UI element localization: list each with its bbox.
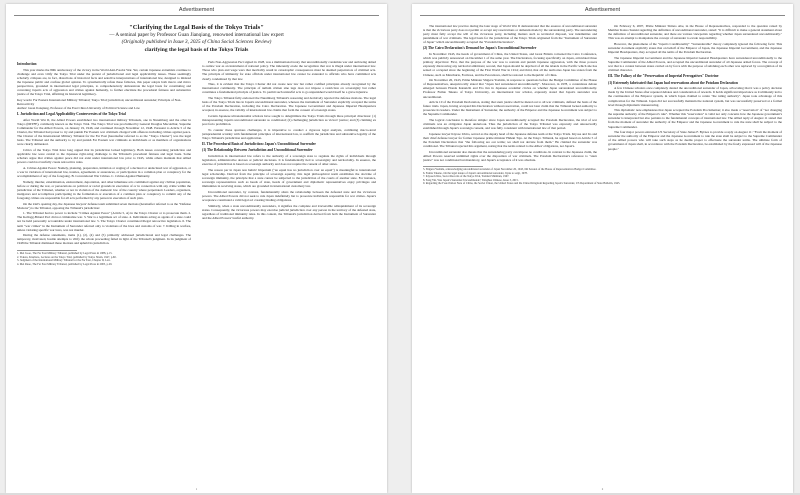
page-content xyxy=(17,24,376,487)
paragraph: Jurisdiction in international law refers to the authority of a sovereign state to regulate the rights of individuals through legislation, administrative decrees or judicial decisions. It is fundamentally tied to sovereignty and territoriality. In essence, the exercise of jurisdiction is based on sovereign authority and does not require the consent of other states. xyxy=(202,154,376,167)
paragraph: Similarly, when a state unconditionally surrenders, it signifies the complete and irreversible relinquishment of its sovereign status. Consequently, the victorious powers may exercise judicial jurisdiction over any person in the territory of the defeated state, regardless of traditional immunity rules. In this context, the Tribunal's jurisdiction derived from both the Instrument of Surrender and the Allied Powers' lawful authority. xyxy=(202,203,376,220)
paragraph: This diplomatic note emphasizes that Japan accepted the Potsdam Proclamation; it also made a "reservation" of "not changing the supreme authority of the Emperor's rule". Whether this "reservation" is valid not only concerns how the Japanese government's surrender is interpreted but also pertains to the fundamental concepts of international law. The Allied reply of August 11 stated that from the moment of surrender the authority of the Emperor and the Japanese Government to rule the state shall be subject to the Supreme Commander. xyxy=(608,108,782,129)
footnote: 5. Shigeru Yoshida, acknowledging unconditional surrender of Japan November 26, 1943, 6th Session of the House of Representatives Budget Committee. xyxy=(423,168,597,172)
paragraph: On the trial's opening day, the Japanese lawyers' defense team submitted seven motions (hereinafter referred to as the "Defense Motions") to the Tribunal, opposing the Tribunal's jurisdiction: xyxy=(17,201,191,210)
right-column xyxy=(202,60,376,247)
paragraph: The Japanese Imperial Government and the Japanese Imperial General Headquarters have surrendered unconditionally to the Supreme Commander of the Allied Powers, and accepted the unconditional surrender of all Japanese armed forces. The concept of war that is a contest between states carried on by force with the purpose of subduing each other was replaced by a recognition of its criminal character. xyxy=(608,55,782,72)
paragraph: Critics of the Tokyo Trial have long argued that its jurisdiction lacked legitimacy. Both issues concerning jurisdiction and applicable law were central to the Japanese right-wing challenge to the Tribunal's procedural fairness and legal basis. Some scholars argue that crimes against peace did not exist under international law prior to 1945, while others maintain that Allied powers could not lawfully create retroactive rules. xyxy=(17,147,191,165)
footnote: 4. Mei Ruao, The Far East Military Tribunal, published by Legal Press in 2005, p.29. xyxy=(17,262,113,266)
keywords-line: Key words: Far Eastern International Military Tribunal; Tokyo Trial; jurisdiction; unconditional surrender; Principle of Non-Retroactivity xyxy=(17,97,182,107)
right-column xyxy=(608,24,782,163)
footnotes xyxy=(17,252,376,266)
paragraph: Unconditional surrender, by contrast, fundamentally alters the relationship between the defeated state and the victorious powers. The Allied Powers did not seek to rule Japan indefinitely but to prosecute individuals responsible for war crimes. Japan's acceptance constituted a valid legal act creating binding obligations. xyxy=(202,189,376,202)
paragraph: However, the phenomena of the "Japan's Conditionality" "Surrenderable" theory completely ignored the following facts: This surrender document explicitly states that on behalf of the Emperor of Japan, the Japanese Imperial Government, and the Japanese Imperial Headquarters, they accepted all the terms of the Potsdam Declaration. xyxy=(608,41,782,55)
advertisement-page-left xyxy=(6,4,387,493)
page-number: 1 xyxy=(195,487,198,491)
paragraph: Article 10 of the Potsdam Declaration, stating that stern justice shall be meted out to all war criminals, defined the basis of the future trials. Japan, having accepted this Declaration without reservation, could not later claim that the Tribunal lacked authority to prosecute its leaders. Under the Instrument of Surrender, the authority of the Emperor and the Japanese Government was subject to the Supreme Commander. xyxy=(423,100,597,117)
article-title: "Clarifying the Legal Basis of the Tokyo Trials" xyxy=(129,24,264,31)
header-divider xyxy=(14,15,379,16)
keywords-line: Author: Guan Jianqiang, Professor of the East China University of Political Science and Law xyxy=(17,106,140,111)
section-heading: (1) The Relationship Between Jurisdiction and Unconditional Surrender xyxy=(202,148,313,153)
paragraph: Paris Non-Aggression Pact signed in 1928, was a multinational treaty that unconditionally condemns war and outlawing aimed to outlaw war as an instrument of national policy. The inherently erode the recognition that war is illegal under international law. Those who plan and wage wars that inevitably result in catastrophic consequences must be deemed perpetrators of criminal acts. The principle of immunity for state officials under international law cannot be extended to officials who have committed acts clearly condemned by that law. xyxy=(202,60,376,81)
footnote: 3. Judgment of the International Military Tribunal for the Far East, Chapter II, Law. xyxy=(17,259,111,263)
paragraph: The international law practice during the later stage of World War II demonstrated that the essence of unconditional surrender is that the victorious party does not permit or accept any reservations or demands made by the surrendering party. The surrendering party must fully accept the will of the victorious party, including matters such as territorial disposal, war indemnities and punishment of war criminals. The legal basis for the jurisdiction of the Tokyo Trials originated from the "Instrument of Surrender of Japan" which unconditionally accepted the "Potsdam Declaration". xyxy=(423,24,597,45)
footnote: 9. Regarding the Four-Nation Note of China, the Soviet Union, the United States and the United Kingdom Regarding Japan's Surrender, US Department of State Bulletin, 1945. xyxy=(423,182,621,186)
section-heading: I. Jurisdiction and Legal Applicability Controversies of the Tokyo Trial xyxy=(17,112,126,117)
article-columns xyxy=(17,60,376,247)
footnote-divider xyxy=(17,250,77,251)
footnote: 2. Yokota, Kisaburo, Lectures on the Tokyo Trial, published by Tokyo Shoin, 1947, p.60. xyxy=(17,255,117,259)
paragraph: The logical conclusion is therefore simple: since Japan unconditionally accepted the Potsdam Declaration, the trial of war criminals was an obligation Japan undertook. Thus the jurisdiction of the Tokyo Tribunal was expressly and unreservedly established through Japan's sovereign consent, and was fully consistent with international law of that period. xyxy=(423,117,597,131)
footnote: 8. Feng Yin, Was Japan's Surrender Unconditional?, Tsinghua Chinese, Issue 3, 2015. xyxy=(423,178,519,182)
paragraph: Japanese lawyer Kiyose Ichiro, served as the deputy head of the Japanese defense team at the Tokyo Trials. Kiyose and Ito and their chief defense lawyer for former Japanese prime minister Hideki Tojo. At the Tokyo Tribunal, he argued based on Article 5 of the Potsdam Declaration that "the following are our terms; we shall not deviate from them." He claimed the surrender was conditional. The Tribunal rejected this argument, noting that the terms related to the Allies' obligations, not Japan's. xyxy=(423,131,597,149)
left-column xyxy=(17,60,191,247)
paragraph: This year marks the 80th anniversary of the victory in the World Anti-Fascist War. Yet, certain Japanese extremists continue to challenge and even vilify the Tokyo Trial under the pretext of jurisdictional and legal applicability issues. These seemingly scholarly critiques are, in fact, distortions of historical facts and selective interpretations of international law, designed to mislead the Japanese public and confuse global opinion. To systematically refute these fallacies, this paper adopts both macro and micro perspectives, grounded in international legal principles, to comprehensively demonstrate the legal basis for constituting and convening Japan's acts of aggression and crimes against humanity, to further elucidate the procedural fairness and substantive justice of the Tokyo Trial, affirming its historical legitimacy. xyxy=(17,67,191,97)
paragraph: During the defense statements, items (1), (2), (4) and (5) primarily addressed jurisdictional and legal challenges. The temporary, motivated, hostile attempts to vilify the whole proceeding failed in light of the Tribunal's judgment. In its judgment of 1948 the Tribunal dismissed these motions and upheld its jurisdiction. xyxy=(17,233,191,246)
paragraph: The Tokyo Tribunal fully endorsed the Nuremberg Tribunal's reasoning and decisively rejected the defense motions. The legal basis of the Tokyo Trials lies in Japan's unconditional surrender, whereas the instrument of Surrender explicitly accepted the terms of the Potsdam Declaration, including the Cairo Declaration. The Japanese Government and Japanese Imperial Headquarters accepted, in essence, the validity of international law claims that form the consent of sovereign states. xyxy=(202,95,376,113)
left-column xyxy=(423,24,597,163)
page-content xyxy=(423,24,782,487)
paragraph: In November 1943, the heads of government of China, the United States, and Great Britain convened the Cairo Conference, which was publicly announced on December 1 of the same year. The Declaration, focusing specifically on Japan, articulated three primary objectives: First, that the purpose of the war was to restrain and punish Japanese aggression, with the three powers expressly disavowing any territorial ambitions; second, that Japan should be deprived of all the islands in the Pacific which she has seized or occupied since the beginning of the First World War in 1914; and third, that all the territories Japan has stolen from the Chinese, such as Manchuria, Formosa, and the Pescadores, shall be restored to the Republic of China. xyxy=(423,52,597,77)
section-heading: Introduction xyxy=(17,62,37,67)
footnote: 1. Mei Ju-ao, The Far East Military Tribunal, published by Legal Press in 1988, p.15. xyxy=(17,252,113,256)
paragraph: A few Chinese scholars once completely denied the unconditional surrender of Japan, advocating that it was a policy decision made by the United States after repeated debates and consideration of rewards. It holds significant importance as it ultimately led to the continuation of the Emperor system, in which Japan claimed to retain "the ruling authority". Japan took advantage of this complication for the Tribunal. Japan did not successfully maintain the national system, but was successfully preserved at a formal level through diplomatic maneuvering. xyxy=(608,86,782,107)
advertisement-page-right xyxy=(412,4,793,493)
paragraph: After World War II, the Allied Powers established two international military Tribunals, one in Nuremberg and the other in Tokyo (IMTFE), commonly known as the Tokyo Trial. The Tokyo Trial was proclaimed by General Douglas MacArthur, Supreme Commander for the Allied Powers, on January 19, 1946, and continued through November 12, 1948. Pursuant to Article 5 of the Charter, the Tribunal had power to try and punish Far Eastern war criminals charged with offences including crimes against peace. The Charter of the International Military Tribunal for the Far East (hereinafter referred to as the "Tokyo Charter") was the legal basis. The Tribunal and the authority to try and punish Far Eastern war criminals as individuals or as members of organizations were clearly delineated. xyxy=(17,117,191,147)
paragraph: On November 26, 1943, Prime Minister Shigeru Yoshida, in response to questions before the Budget Committee of the House of Representatives, unequivocally stated that "Japan had surrendered unconditionally". Moreover, in 1978, a contentious debate emerged between Honda Katsuichi and Eto Jun in Japanese academic circles on whether Japan surrendered unconditionally. Professor Fumio Takano of Tokyo University, an international law scholar, expressly stated that Japan's surrender was unconditional. xyxy=(423,78,597,99)
paragraph: Certain Japanese ultranationalist scholars have sought to delegitimize the Tokyo Trials through three principal directions: (1) misrepresenting Japan's unconditional surrender as conditional; (2) challenging jurisdiction as victors' justice; and (3) claiming ex post facto prohibition. xyxy=(202,113,376,126)
paragraph: On February 6, 2007, Prime Minister Shinzo Abe, in the House of Representatives, responded to the question raised by Member Kazuo Suzuki regarding the definition of unconditional surrender, stated: "It is difficult to make a general statement about the definition of unconditional surrender, and there are various viewpoints regarding whether Japan surrendered unconditionally." This was an attempt to manipulate the concept of surrender to evade responsibility. xyxy=(608,24,782,41)
paragraph: 1. The Tribunal had no power to include "Crimes Against Peace" (Article 5, A) in the Tokyo Charter or to prosecute them. 2. The Kellogg-Briand Pact did not criminalize war. 3. War is a legitimate act of state. 4. Individuals acting as agents of a state could not be held personally accountable under international law. 5. The Tokyo Charter constituted illegal retroactive legislation. 6. The term "war crimes" in the Instrument of Surrender referred only to violations of the laws and customs of war. 7. Killing in warfare, unless violating specific war laws, was not murder. xyxy=(17,211,191,232)
paragraph: Unconditional surrender also means that the surrendering party can impose no conditions. In contrast to the Japanese claim, the Allied Powers reserved unlimited rights over the disposition of war criminals. The Potsdam Declaration's reference to "stern justice" was not conditional but mandatory, and Japan's acceptance of it was absolute. xyxy=(423,149,597,162)
article-source: (Originally published in Issue 3, 2025 of China Social Sciences Review) xyxy=(121,38,272,45)
section-heading: II. The Procedural Basis of Jurisdiction: Japan's Unconditional Surrender xyxy=(202,141,316,146)
footnote: 6. Fumio Takano, On the legal nature of Japan's unconditional surrender, Jiyuu to seigi, 1978. xyxy=(423,171,528,175)
section-heading: (2) The Cairo Declaration's Demand for Japan's Unconditional Surrender xyxy=(423,46,537,51)
page-header: Advertisement xyxy=(178,7,215,13)
page-header: Advertisement xyxy=(584,7,621,13)
footnotes xyxy=(423,168,782,186)
article-subtitle: — A seminal paper by Professor Guan Jianqiang, renowned international law expert xyxy=(109,32,284,38)
page-number: 2 xyxy=(601,487,604,491)
paragraph: The reason per in Japan non hubris' Imperium ("an equal has no jurisdiction over an equal") is meaningful to international legal scholarship. Derived from the principle of sovereign equality, this legal philosophical norm establishes the doctrine of sovereign immunity, the principle that a state cannot be subjected to the jurisdiction of the courts of another state. For instance, sovereign representatives such as heads of state, heads of government and diplomatic representatives enjoy privileges and immunities in receiving states, which are grounded in international customary law. xyxy=(202,167,376,189)
section-heading: (1) Extremely fabricated that Japan had reservations about the Potsdam Declaration xyxy=(608,80,738,85)
footnote-divider xyxy=(423,166,483,167)
paragraph: The four major powers entrusted US Secretary of State James F. Byrnes to provide a reply on August 11: "From the moment of surrender the authority of the Emperor and the Japanese Government to rule the state shall be subject to the Supreme Commander of the Allied powers who will take such steps as he deems proper to effectuate the surrender terms. The ultimate form of government of Japan shall, in accordance with the Potsdam Declaration, be established by the freely expressed will of the Japanese people." xyxy=(608,130,782,151)
article-columns xyxy=(423,24,782,163)
paragraph: Namely, murder, extermination, enslavement, deportation, and other inhumane acts committed against any civilian population, before or during the war, or persecutions on political or racial grounds in execution of or in connection with any crime within the jurisdiction of the Tribunal, whether or not in violation of the domestic law of the country where perpetrated. Leaders, organizers, instigators and accomplices participating in the formulation or execution of a common plan or conspiracy to commit any of the foregoing crimes are responsible for all acts performed by any person in execution of such plan. xyxy=(17,179,191,200)
paragraph: Thus, it is evident that the Tokyo Charter did not create new law but rather codified principles already recognized by the international community. The principle of nullum crimen sine lege does not impose a restriction on sovereignty but rather constitutes a fundamental principle of justice. To permit such unlawful acts to go unpunished would itself be a grave injustice. xyxy=(202,82,376,95)
section-heading: III. The Fallacy of the "Preservation of Imperial Prerogatives" Doctrine xyxy=(608,74,719,79)
footnote: 7. Kiyose Ichiro, Secret Records of the Tokyo Trial, Yomiuri Shimbun, 1967. xyxy=(423,175,510,179)
article-heading: clarifying the legal basis of the Tokyo Trials xyxy=(144,47,249,54)
paragraph: A. Crimes Against Peace: Namely, planning, preparation, initiation or waging of a declared or undeclared war of aggression, or a war in violation of international law, treaties, agreements or assurances, or participation in a common plan or conspiracy for the accomplishment of any of the foregoing. B. Conventional War Crimes. C. Crimes Against Humanity. xyxy=(17,165,191,179)
paragraph: To counter these spurious challenges, it is imperative to conduct a rigorous legal analysis, combining macro-level jurisprudential scrutiny with fundamental principles of international law, to reaffirm the jurisdiction and substantive legality of the Tokyo Tribunal's jurisdiction and application. xyxy=(202,127,376,140)
header-divider xyxy=(420,15,785,16)
